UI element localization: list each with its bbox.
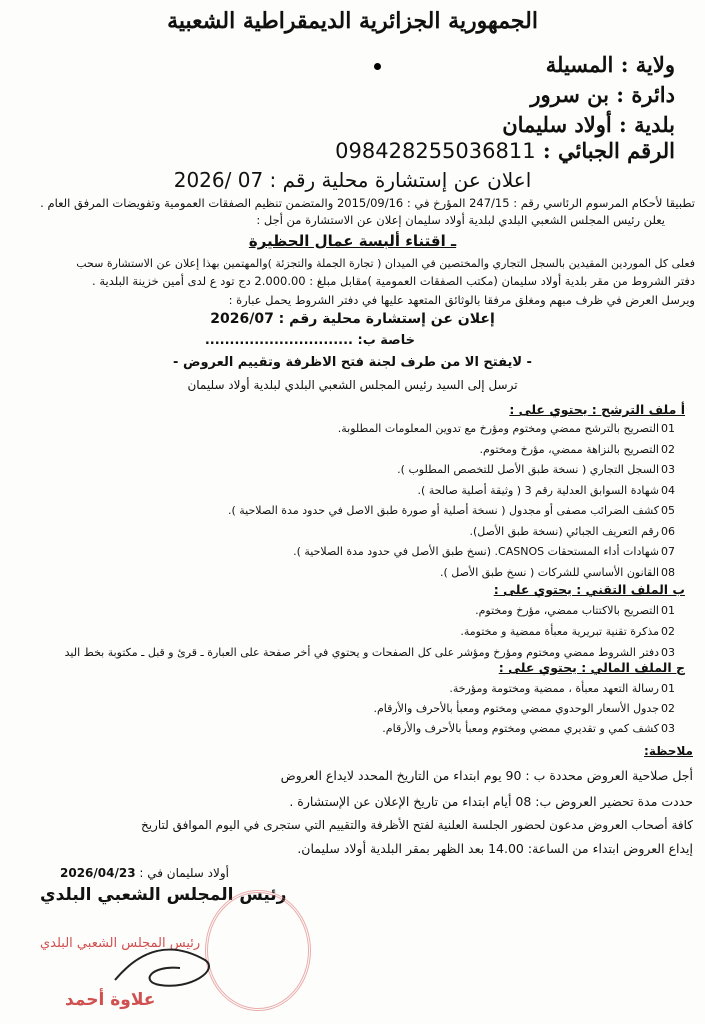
candidature-item xyxy=(479,443,683,456)
financial-item xyxy=(449,682,683,695)
paragraph-2: ويرسل العرض في ظرف مبهم ومغلق مرفقا بالوثائق المتعهد عليها في دفتر الشروط يحمل عبارة : xyxy=(228,293,695,307)
invite-note-line-1: كافة أصحاب العروض مدعون لحضور الجلسة العلنية لفتح الأظرفة والتقييم التي ستجرى في اليوم الموافق لتاريخ xyxy=(140,818,693,832)
financial-item-text: جدول الأسعار الوحدوي ممضي ومختوم ومعبأ بالأحرف والأرقام. xyxy=(373,702,659,715)
candidature-item-number: 05 xyxy=(661,504,675,517)
candidature-item xyxy=(338,422,683,435)
candidature-item-text: التصريح بالترشح ممضي ومختوم ومؤرخ مع تدوين المعلومات المطلوبة. xyxy=(337,422,659,435)
candidature-item-number: 06 xyxy=(661,524,675,538)
candidature-item xyxy=(418,484,683,497)
paragraph-1-line-2: دفتر الشروط من مقر بلدية أولاد سليمان (مكتب الصفقات العمومية )مقابل مبلغ : 2.000.00 دج تود ع لدى أمين خزينة البلدية . xyxy=(92,274,695,288)
technical-item-text: مذكرة تقنية تبريرية معبأة ممضية و مختومة. xyxy=(460,625,659,638)
financial-item-text: كشف كمي و تقديري ممضي ومختوم ومعبأ بالأحرف والأرقام. xyxy=(382,722,659,735)
signer-name: علاوة أحمد xyxy=(65,990,156,1010)
paragraph-1-line-1: فعلى كل الموردين المقيدين بالسجل التجاري والمختصين في الميدان ( تجارة الجملة والتجزئة )والمهتمين بهذا إعلان عن الاستشارة سحب xyxy=(76,257,695,270)
announcement-title: اعلان عن إستشارة محلية رقم : xyxy=(269,168,532,192)
candidature-item-text: القانون الأساسي للشركات ( نسخ طبق الأصل ). xyxy=(439,565,659,579)
wilaya-label: ولاية : المسيلة xyxy=(545,52,675,77)
announcement-number: 2026/ 07 xyxy=(173,168,264,192)
daira-label: دائرة : بن سرور xyxy=(530,82,675,107)
technical-item xyxy=(475,604,683,617)
financial-item-text: رسالة التعهد معبأة ، ممضية ومختومة ومؤرخة. xyxy=(449,682,659,695)
technical-item-number: 01 xyxy=(661,604,675,617)
stamp-title: رئيس المجلس الشعبي البلدي xyxy=(40,936,201,951)
technical-item xyxy=(65,646,683,659)
candidature-item-text: التصريح بالنزاهة ممضي، مؤرخ ومختوم. xyxy=(479,442,659,456)
candidature-item xyxy=(397,463,683,476)
financial-item xyxy=(373,702,683,715)
technical-section-title: ب الملف التقني : يحتوي على : xyxy=(493,582,685,597)
republic-title: الجمهورية الجزائرية الديمقراطية الشعبية xyxy=(167,8,538,34)
signer-title: رئيس المجلس الشعبي البلدي xyxy=(40,885,287,905)
candidature-item-number: 04 xyxy=(661,483,675,497)
no-open-line: - لايفتح الا من طرف لجنة فتح الاظرفة وتقييم العروض - xyxy=(173,355,532,370)
tax-id-line xyxy=(335,138,675,163)
candidature-item xyxy=(469,525,683,538)
envelope-line: إعلان عن إستشارة محلية رقم : 2026/07 xyxy=(210,311,495,327)
place-date-line xyxy=(60,866,229,880)
financial-item-number: 03 xyxy=(661,722,675,735)
validity-note: أجل صلاحية العروض محددة ب : 90 يوم ابتداء من التاريخ المحدد لايداع العروض xyxy=(280,768,693,783)
send-to-line: ترسل إلى السيد رئيس المجلس الشعبي البلدي لبلدية أولاد سليمان xyxy=(187,378,518,392)
candidature-item-text: كشف الضرائب مصفى أو مجدول ( نسخة أصلية أو صورة طبق الاصل في حدود مدة الصلاحية ). xyxy=(227,504,659,517)
candidature-item-text: شهادات أداء المستحقات CASNOS. (نسخ طبق الأصل في حدود مدة الصلاحية ). xyxy=(293,545,659,558)
decree-line: تطبيقا لأحكام المرسوم الرئاسي رقم : 247/15 المؤرخ في : 2015/09/16 والمتضمن تنظيم الصفقات العمومية وتفويضات المرفق العام . xyxy=(40,196,695,210)
technical-item xyxy=(460,625,683,638)
candidature-item xyxy=(228,504,683,517)
candidature-item-text: شهادة السوابق العدلية رقم 3 ( وثيقة أصلية صالحة ). xyxy=(417,483,659,497)
place-label: أولاد سليمان في : xyxy=(139,866,229,880)
candidature-section-title: أ ملف الترشح : يحتوي على : xyxy=(509,402,685,417)
candidature-item-number: 03 xyxy=(661,463,675,476)
technical-item-number: 02 xyxy=(661,625,675,638)
announcement-title-line xyxy=(0,168,705,192)
candidature-item-number: 01 xyxy=(661,422,675,435)
financial-item-number: 01 xyxy=(661,682,675,695)
ink-dot xyxy=(374,63,381,70)
candidature-item-text: السجل التجاري ( نسخة طبق الأصل للتخصص المطلوب ). xyxy=(397,463,659,476)
technical-item-text: التصريح بالاكتتاب ممضي، مؤرخ ومختوم. xyxy=(475,604,659,617)
candidature-item-text: رقم التعريف الجبائي (نسخة طبق الأصل). xyxy=(469,524,659,538)
object-title: ـ اقتناء ألبسة عمال الحظيرة xyxy=(248,232,457,250)
candidature-item-number: 07 xyxy=(661,545,675,558)
financial-section-title: ج الملف المالي : يحتوي على : xyxy=(498,660,685,675)
preparation-note: حددت مدة تحضير العروض ب: 08 أيام ابتداء من تاريخ الإعلان عن الإستشارة . xyxy=(289,794,693,809)
notes-heading: ملاحظة: xyxy=(644,744,693,758)
candidature-item xyxy=(293,545,683,558)
technical-item-text: دفتر الشروط ممضي ومختوم ومؤرخ ومؤشر على كل الصفحات و يحتوي في أخر صفحة على العبارة ـ قرئ و قبل ـ مكتوبة بخط اليد xyxy=(64,646,659,659)
candidature-item xyxy=(440,566,683,579)
technical-item-number: 03 xyxy=(661,646,675,659)
candidature-item-number: 08 xyxy=(661,565,675,579)
candidature-item-number: 02 xyxy=(661,442,675,456)
private-line: خاصة ب: .............................. xyxy=(204,333,415,348)
invite-note-line-2: إيداع العروض ابتداء من الساعة: 14.00 بعد الظهر بمقر البلدية أولاد سليمان. xyxy=(297,841,693,856)
financial-item-number: 02 xyxy=(661,702,675,715)
tax-number: 098428255036811 xyxy=(335,139,536,163)
commune-label: بلدية : أولاد سليمان xyxy=(502,112,675,137)
financial-item xyxy=(382,722,683,735)
date-value: 2026/04/23 xyxy=(60,866,136,880)
president-line: يعلن رئيس المجلس الشعبي البلدي لبلدية أولاد سليمان إعلان عن الاستشارة من أجل : xyxy=(256,213,665,227)
tax-label: الرقم الجبائي : xyxy=(542,138,675,163)
